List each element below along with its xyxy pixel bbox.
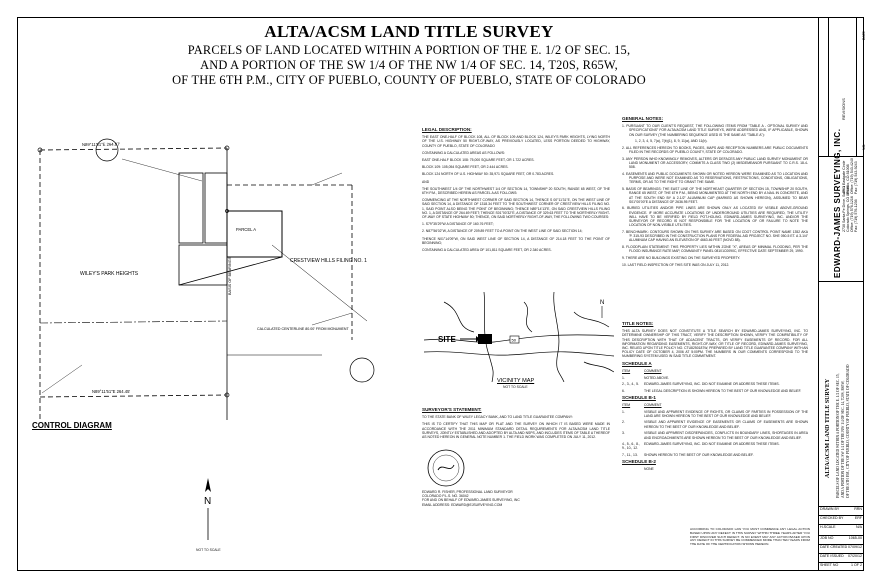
- general-note: 3. ANY PERSON WHO KNOWINGLY REMOVES, ALTERS OR DEFACES ANY PUBLIC LAND SURVEY MONUMENT OR LAND MONUMENT OR ACCESSORY, COMMITS A CLASS TWO (2) MISDEMEANOR PURSUANT TO C.R.S. 18-4-508.: [622, 156, 808, 170]
- comment-label: COMMENT: [644, 368, 662, 373]
- road: [424, 352, 614, 356]
- sheet-subtitle-vertical: AND A PORTION OF THE SW 1/4 OF THE NW 1/4 OF SEC. 14, T20S, R65W,: [841, 380, 845, 498]
- surveyors-statement: [422, 408, 610, 442]
- tb-row-h-scale: [818, 524, 864, 535]
- general-notes-header: GENERAL NOTES:: [622, 116, 664, 121]
- leader-line: [122, 159, 202, 181]
- vicinity-map: [424, 292, 614, 382]
- schedule-comment: NOTED ABOVE.: [644, 375, 670, 380]
- schedule-row: [622, 453, 808, 457]
- surveyor-signature-block: [422, 490, 610, 507]
- tb-label: CHECKED BY: [820, 516, 844, 520]
- schedule-item: 2., 3., 4., 5.: [622, 382, 639, 387]
- item-label: ITEM: [622, 368, 631, 373]
- legal-paragraph: COMMENCING AT THE NORTHWEST CORNER OF SAID SECTION 14, THENCE S 00°11'31"E, ON THE WEST LINE OF SAID SECTION 14, A DISTANCE OF 1318.34 FEET TO THE SOUTHWEST CORNER OF CRESTVIEW HILLS FILING NO. 1, SAID POINT ALSO BEING THE POINT OF BEGINNING; THENCE N89°14'13"E, ON SAID CRESTVIEW HILLS FILING NO. 1, A DISTANCE OF 264.69 FEET; THENCE S01°00'32"E, A DISTANCE OF 329.63 FEET TO THE NORTHERLY RIGHT-OF-WAY OF STATE HIGHWAY 50; THENCE, ON SAID NORTHERLY RIGHT-OF-WAY, THE FOLLOWING TWO COURSES:: [422, 198, 610, 220]
- schedule-item: 6.: [622, 388, 625, 393]
- schedule-item: 3.: [622, 431, 625, 436]
- leader-line: [312, 173, 342, 185]
- legal-paragraph: CONTAINING A CALCULATED AREAS AS FOLLOWS:: [422, 150, 505, 155]
- schedule-b1-header: SCHEDULE B-1: [622, 394, 656, 400]
- company-address-line: Colorado Springs, CO 80910: [846, 185, 850, 232]
- block-108: [179, 173, 203, 243]
- tb-label: JOB NO: [820, 536, 834, 540]
- schedule-comment: SHOWN HEREON TO THE BEST OF OUR KNOWLEDGE AND BELIEF.: [644, 453, 754, 458]
- title-notes-header: TITLE NOTES:: [622, 321, 654, 326]
- title-notes: [622, 322, 808, 474]
- signature-line: COLORADO P.L.S. NO. 36042: [422, 494, 469, 499]
- north-arrow-icon: [196, 478, 220, 542]
- vicinity-map-title: VICINITY MAP: [497, 378, 535, 384]
- boundary-line: [40, 148, 227, 150]
- tie-line: [272, 245, 367, 321]
- tb-value: 07/20/12: [848, 554, 862, 558]
- legal-paragraph: BLOCK 124 NORTH OF U.S. HIGHWAY 50: 35,971 SQUARE FEET, OR 0.783 ACRES.: [422, 172, 555, 177]
- control-diagram: [22, 125, 402, 425]
- leader-line: [42, 365, 82, 393]
- company-address-line: Fax: (719) 576-1236: [854, 199, 858, 232]
- schedule-comment: VISIBLE AND APPARENT EVIDENCE OF EASEMENTS OR CLAIMS OF EASEMENTS ARE SHOWN HEREON TO THE BEST OF OUR KNOWLEDGE AND BELIEF.: [644, 420, 808, 429]
- revisions-label: REVISIONS: [841, 98, 846, 120]
- schedule-item: 1.: [622, 409, 625, 414]
- tb-row-sheet-no: [818, 562, 864, 571]
- company-address-line: 2730 Santa Fe Drive, Suite 1: [842, 185, 846, 232]
- block-124: [179, 245, 227, 285]
- tb-row-date-issued: [818, 553, 864, 562]
- tb-label: DATE CREATED: [820, 545, 848, 549]
- block-109: [205, 173, 227, 243]
- legal-paragraph: CONTAINING A CALCULATED AREA OF 101,811 SQUARE FEET, OR 2.340 ACRES.: [422, 248, 552, 253]
- schedule-b2-header: SCHEDULE B-2: [622, 458, 656, 464]
- legal-paragraph: THE SOUTHWEST 1/4 OF THE NORTHWEST 1/4 OF SECTION 14, TOWNSHIP 20 SOUTH, RANGE 65 WEST, OF THE 6TH P.M., DESCRIBED HEREIN AS PARCEL A AS FOLLOWS:: [422, 186, 610, 196]
- subtitle-line: OF THE 6TH P.M., CITY OF PUEBLO, COUNTY OF PUEBLO, STATE OF COLORADO: [172, 73, 646, 87]
- colorado-law-notice: ACCORDING TO COLORADO LAW YOU MUST COMMENCE ANY LEGAL ACTION BASED UPON ANY DEFECT IN THIS SURVEY WITHIN THREE YEARS AFTER YOU FIRST DISCOVER SUCH DEFECT. IN NO EVENT MAY ANY ACTION BASED UPON ANY DEFECT IN THIS SURVEY BE COMMENCED MORE THAN TEN YEARS FROM THE DATE OF THE CERTIFICATION SHOWN HEREON.: [690, 527, 810, 547]
- schedule-item: 4., 5., 6., 8., 9., 10., 12.: [622, 442, 640, 451]
- legal-description-header: LEGAL DESCRIPTION:: [422, 127, 472, 132]
- site-label: SITE: [438, 335, 456, 344]
- schedule-comment: EDWARD-JAMES SURVEYING, INC. DID NOT EXAMINE OR ADDRESS THESE ITEMS.: [644, 382, 780, 387]
- leader-line: [312, 313, 352, 325]
- wileys-park-label: WILEY'S PARK HEIGHTS: [80, 271, 139, 277]
- schedule-a-header: SCHEDULE A: [622, 360, 652, 366]
- signature-line: EDWARD R. FISHER, PROFESSIONAL LAND SURVEYOR: [422, 490, 513, 494]
- legal-paragraph: 1. S79°35'29"W A DISTANCE OF 160.76 FEET;: [422, 222, 494, 227]
- monument-seal: [350, 358, 374, 382]
- boundary-line: [40, 395, 227, 397]
- tb-label: DRAWN BY: [820, 507, 840, 511]
- general-note: 8. FLOODPLAIN STATEMENT: THIS PROPERTY LIES WITHIN ZONE "X", AREAS OF MINIMAL FLOODING, PER THE FLOOD INSURANCE RATE MAP, COMMUNITY PANEL 08101C0090C, EFFECTIVE DATE SEPTEMBER 29, 1990.: [622, 245, 808, 254]
- schedule-row: [622, 431, 808, 439]
- company-address-line: Fax: (719) 543-9243: [854, 161, 858, 194]
- diagram-not-to-scale: NOT TO SCALE: [196, 548, 221, 552]
- centerline: [40, 321, 227, 323]
- general-note: 6. BURIED UTILITIES AND/OR PIPE LINES ARE SHOWN ONLY AS LOCATED BY VISIBLE ABOVE-GROUND EVIDENCE. IF MORE ACCURATE LOCATIONS OF UNDERGROUND UTILITIES ARE REQUIRED, THE UTILITY WILL HAVE TO BE VERIFIED BY FIELD POT-HOLING. EDWARD-JAMES SURVEYING, INC. AND/OR THE SURVEYOR OF RECORD IS NOT RESPONSIBLE FOR THE LOCATION OF OR FAILURE TO NOTE THE LOCATION OF NON-VISIBLE UTILITIES.: [622, 206, 808, 228]
- title-notes-body: THIS ALTA SURVEY DOES NOT CONSTITUTE A TITLE SEARCH BY EDWARD-JAMES SURVEYING, INC. TO DETERMINE OWNERSHIP OF THIS TRACT, VERIFY THE DESCRIPTION SHOWN, VERIFY THE COMPATIBILITY OF THIS DESCRIPTION WITH THAT OF ADJACENT TRACTS, OR VERIFY EASEMENTS OF RECORD. FOR ALL INFORMATION REGARDING EASEMENTS, RIGHT-OF-WAY, OR TITLE OF RECORD, EDWARD-JAMES SURVEYING, INC. RELIED UPON TITLE POLICY NO. CTU8250187W, PREPARED BY LAND TITLE GUARANTEE COMPANY WITH AN POLICY DATE OF OCTOBER 4, 2006 AT 5:00PM. THE NUMBERS IN OUR COMMENTS CORRESPOND TO THE NUMBERING SYSTEM USED IN SAID TITLE COMMITMENT.: [622, 329, 808, 359]
- schedule-item: 2.: [622, 420, 625, 425]
- tb-value: 1065-00: [848, 536, 862, 540]
- company-address-line: Pueblo, CO 81008: [846, 164, 850, 194]
- legal-description: [422, 128, 610, 255]
- road: [584, 362, 614, 372]
- subtitle-line: PARCELS OF LAND LOCATED WITHIN A PORTION OF THE E. 1/2 OF SEC. 15,: [187, 43, 631, 57]
- schedule-comment: VISIBLE AND APPARENT EVIDENCE OF RIGHTS, OR CLAIMS OF PARTIES IN POSSESSION OF THE LAND ARE SHOWN HEREON TO THE BEST OF OUR KNOWLEDGE AND BELIEF.: [644, 409, 808, 418]
- road: [524, 302, 532, 332]
- schedule-row: [622, 410, 808, 418]
- schedule-item: [622, 467, 644, 471]
- legal-paragraph: BLOCK 109: 105,054 SQUARE FEET, OR 2.444 ACRES.: [422, 165, 509, 170]
- vicinity-north: N: [600, 300, 605, 306]
- general-note: 7. BENCHMARK: CONTOURS SHOWN ON THIS SURVEY ARE BASED ON CDOT CONTROL POINT NAME 1352 AKA 'P. 315-93 DESCRIBED IN THE CONSTRUCTION PLANS FOR FEDERAL AID PROJECT NO. SHE 050-5 ET. A 3-1/4" ALUMINUM CAP HAVING AN ELEVATION OF 4663.46 FEET (NGVD 88).: [622, 229, 808, 243]
- legal-paragraph: 2. N87°56'02"W, A DISTANCE OF 209.89 FEET TO A POINT ON THE WEST LINE OF SAID SECTION 14;: [422, 229, 583, 234]
- parcel-a-label: PARCEL A: [236, 227, 257, 232]
- tb-row-drawn-by: [818, 506, 864, 515]
- general-note: 9. THERE ARE NO BUILDINGS EXISTING ON THE SURVEYED PROPERTY.: [622, 255, 741, 260]
- legal-paragraph: AND: [422, 179, 430, 184]
- surveyors-body: THIS IS TO CERTIFY THAT THIS MAP OR PLAT AND THE SURVEY ON WHICH IT IS BASED WERE MADE IN ACCORDANCE WITH THE 2011 MINIMUM STANDARD DETAIL REQUIREMENTS FOR ALTA/ACSM LAND TITLE SURVEYS, JOINTLY ESTABLISHED AND ADOPTED BY ALTA AND NSPS, AND INCLUDES ITEMS OF TABLE A THEREOF AS NOTED HEREON IN GENERAL NOTE NUMBER 1. THE FIELD WORK WAS COMPLETED ON JULY 11, 2012.: [422, 422, 610, 440]
- schedule-comment: THE LEGAL DESCRIPTION IS SHOWN HEREON TO THE BEST OF OUR KNOWLEDGE AND BELIEF.: [644, 388, 802, 393]
- tb-value: ERF: [854, 516, 862, 520]
- legal-paragraph: THENCE N01°14'09"W, ON SAID WEST LINE OF SECTION 14, A DISTANCE OF 214.18 FEET TO THE POINT OF BEGINNING;: [422, 236, 610, 245]
- legal-paragraph: THE EAST ONE-HALF OF BLOCK 108, ALL OF BLOCK 109 AND BLOCK 124, WILEY'S PARK HEIGHTS, LYING NORTH OF THE U.S. HIGHWAY 50 RIGHT-OF-WAY, AS PREVIOUSLY LOCATED, LESS PORTION DEEDED TO HIGHWAY, COUNTY OF PUEBLO, STATE OF COLORADO: [422, 135, 610, 148]
- road: [554, 292, 564, 382]
- company-address-line: 4733 Eastgate Circle: [842, 160, 846, 194]
- general-note: 10. LAST FIELD INSPECTION OF THIS SITE WAS ON JULY 11, 2012.: [622, 262, 730, 267]
- schedule-row: [622, 442, 808, 450]
- tb-value: 1 OF 2: [851, 563, 862, 567]
- vicinity-map-scale: NOT TO SCALE: [503, 385, 528, 389]
- site-marker: [478, 334, 492, 344]
- tb-label: DATE ISSUED: [820, 554, 844, 558]
- schedule-row: [622, 389, 808, 393]
- tb-label: SHEET NO: [820, 563, 839, 567]
- general-note: 4. EASEMENTS AND PUBLIC DOCUMENTS SHOWN OR NOTED HEREON WERE EXAMINED AS TO LOCATION AND PURPOSE AND WERE NOT EXAMINED AS TO RESERVATIONS, RESTRICTIONS, CONDITIONS, OBLIGATIONS, TERMS, OR AS TO THE RIGHT TO GRANT THE SAME.: [622, 172, 808, 185]
- centerline-label: CALCULATED CENTERLINE 80.00' FROM MONUMENT: [257, 327, 349, 331]
- revisions-date-label: DATE: [862, 31, 866, 40]
- subtitle-line: AND A PORTION OF THE SW 1/4 OF THE NW 1/4 OF SEC. 14, T20S, R65W,: [200, 58, 618, 72]
- schedule-row: [622, 420, 808, 428]
- surveyors-to-line: TO THE STATE BANK OF WILEY LEGACY BANK, AND TO LAND TITLE GUARANTEE COMPANY:: [422, 415, 573, 420]
- company-address-line: Office: (719) 543-4240: [850, 158, 854, 194]
- general-note: 1, 2, 3, 4, 5, 7(a), 7(b)(1), 8, 9, 11(a), AND 11(b).: [635, 139, 708, 144]
- schedule-row: [622, 376, 808, 380]
- general-note: 2. ALL REFERENCES HEREON TO BOOKS, PAGES, MAPS AND RECEPTION NUMBERS ARE PUBLIC DOCUMENTS FILED IN THE RECORDS OF PUEBLO COUNTY, STATE OF COLORADO.: [622, 146, 808, 155]
- general-note: 1. PURSUANT TO OUR CLIENT'S REQUEST, THE FOLLOWING ITEMS FROM "TABLE A - OPTIONAL SURVEY AND SPECIFICATIONS" FOR ALTA/ACSM LAND TITLE SURVEYS, WERE ADDRESSED AND, IF APPLICABLE, SHOWN ON OUR SURVEY (THE NUMBERING SEQUENCE USED IS THE SAME AS "TABLE A"):: [622, 124, 808, 137]
- sheet-subtitle-vertical: PARCELS OF LAND LOCATED WITHIN A PORTION OF THE E. 1/2 OF SEC. 15,: [836, 373, 840, 498]
- schedule-comment: NONE: [644, 467, 654, 472]
- tb-value: RRN: [854, 507, 862, 511]
- surveyors-statement-header: SURVEYOR'S STATEMENT:: [422, 407, 482, 412]
- schedule-item: 7., 11., 13.: [622, 453, 638, 458]
- highway-label: 50: [511, 337, 516, 343]
- control-diagram-title: CONTROL DIAGRAM: [32, 421, 112, 430]
- signature-line: EMAIL ADDRESS: EDWARD@EJSURVEYING.COM: [422, 502, 503, 507]
- company-name: EDWARD-JAMES SURVEYING, INC.: [833, 128, 842, 278]
- tb-label: H-SCALE: [820, 525, 836, 529]
- signature-line: FOR AND ON BEHALF OF EDWARD-JAMES SURVEYING, INC: [422, 498, 520, 503]
- bearing-bottom-label: N89°11'51"E 264.45': [92, 389, 131, 394]
- tb-value: 07/09/12: [848, 545, 862, 549]
- tb-row-checked-by: [818, 515, 864, 524]
- sheet-subtitle-vertical: OF THE 6TH P.M., CITY OF PUEBLO, COUNTY OF PUEBLO, STATE OF COLORADO: [846, 364, 850, 498]
- north-label: N: [204, 496, 212, 507]
- comment-label: COMMENT: [644, 402, 662, 407]
- road: [574, 312, 609, 327]
- schedule-comment: EDWARD-JAMES SURVEYING, INC. DID NOT EXAMINE OR ADDRESS THESE ITEMS.: [644, 442, 780, 447]
- sheet-title-vertical: ALTA/ACSM LAND TITLE SURVEY: [825, 378, 831, 478]
- schedule-item: 1.: [622, 375, 625, 380]
- schedule-header-row: [622, 403, 808, 407]
- revisions-no-label: NO.: [862, 143, 866, 150]
- general-notes: [622, 117, 808, 269]
- page-subtitle: [0, 43, 818, 88]
- schedule-comment: VISIBLE AND APPARENT DISCREPANCIES, CONFLICTS IN BOUNDARY LINES, SHORTAGES IN AREA AND ENCROACHMENTS ARE SHOWN HEREON TO THE BEST OF OUR KNOWLEDGE AND BELIEF.: [644, 431, 808, 440]
- general-note: 5. BASIS OF BEARINGS: THE EAST LINE OF THE NORTHEAST QUARTER OF SECTION 15, TOWNSHIP 20 SOUTH, RANGE 65 WEST, OF THE 6TH P.M., BEING MONUMENTED AT THE NORTH END BY A NAIL IN CONCRETE, AND AT THE SOUTH END BY A 2-1/2" ALUMINUM CAP (MARKED AS SHOWN HEREON), ASSUMED TO BEAR S01°00'00"E A DISTANCE OF 2636.95 FEET.: [622, 187, 808, 204]
- company-address-line: Office: (719) 576-1216: [850, 196, 854, 232]
- page-title: ALTA/ACSM LAND TITLE SURVEY: [264, 22, 554, 41]
- schedule-row: [622, 467, 808, 471]
- road: [444, 302, 474, 332]
- schedule-header-row: [622, 369, 808, 373]
- tb-value: N/A: [856, 525, 862, 529]
- item-label: ITEM: [622, 402, 631, 407]
- crestview-label: CRESTVIEW HILLS FILING NO. 1: [290, 258, 367, 264]
- tb-row-date-created: [818, 544, 864, 553]
- basis-of-bearings-label: BASIS OF BEARINGS: [228, 256, 232, 295]
- surveyor-seal: [426, 448, 466, 488]
- parcel-a: [227, 211, 282, 257]
- legal-paragraph: EAST ONE-HALF BLOCK 108: 75,000 SQUARE FEET, OR 1.722 ACRES.: [422, 158, 535, 163]
- bearing-top-label: N89°11'51"E 264.87': [81, 141, 121, 147]
- schedule-row: [622, 382, 808, 386]
- tb-row-job-no: [818, 535, 864, 544]
